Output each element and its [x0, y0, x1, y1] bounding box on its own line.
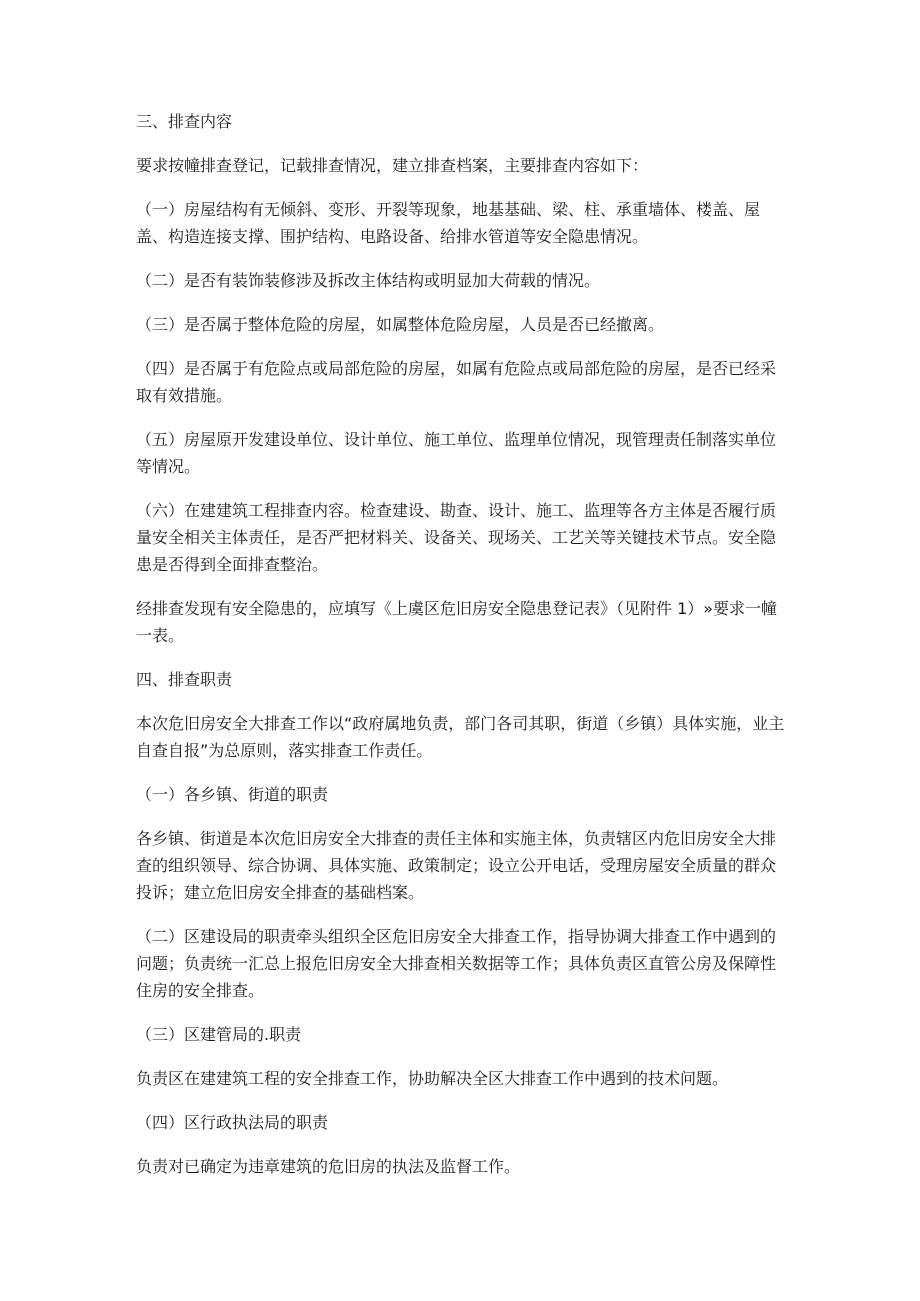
- paragraph: （二）区建设局的职责牵头组织全区危旧房安全大排查工作，指导协调大排查工作中遇到的问题；负责统一汇总上报危旧房安全大排查相关数据等工作；具体负责区直管公房及保障性住房的安全排查。: [136, 927, 777, 1000]
- paragraph: 本次危旧房安全大排查工作以“政府属地负责，部门各司其职，街道（乡镇）具体实施，业主自查自报”为总原则，落实排查工作责任。: [136, 714, 785, 760]
- paragraph: （二）是否有装饰装修涉及拆改主体结构或明显加大荷载的情况。: [136, 271, 601, 290]
- paragraph: 负责区在建建筑工程的安全排查工作，协助解决全区大排查工作中遇到的技术问题。: [136, 1069, 729, 1088]
- paragraph: （六）在建建筑工程排查内容。检查建设、勘查、设计、施工、监理等各方主体是否履行质量安全相关主体责任，是否严把材料关、设备关、现场关、工艺关等关键技术节点。安全隐患是否得到全面排查整治。: [136, 501, 777, 574]
- paragraph: （一）房屋结构有无倾斜、变形、开裂等现象，地基基础、梁、柱、承重墙体、楼盖、屋盖、构造连接支撑、围护结构、电路设备、给排水管道等安全隐患情况。: [136, 200, 761, 246]
- subheading: （三）区建管局的.职责: [136, 1025, 302, 1044]
- paragraph: （五）房屋原开发建设单位、设计单位、施工单位、监理单位情况，现管理责任制落实单位等情况。: [136, 430, 777, 476]
- paragraph: （三）是否属于整体危险的房屋，如属整体危险房屋，人员是否已经撤离。: [136, 315, 665, 334]
- document-body: [136, 108, 786, 1197]
- subheading: （四）区行政执法局的职责: [136, 1113, 329, 1132]
- paragraph: 各乡镇、街道是本次危旧房安全大排查的责任主体和实施主体，负责辖区内危旧房安全大排查的组织领导、综合协调、具体实施、政策制定；设立公开电话，受理房屋安全质量的群众投诉；建立危旧房安全排查的基础档案。: [136, 829, 777, 902]
- paragraph: （四）是否属于有危险点或局部危险的房屋，如属有危险点或局部危险的房屋，是否已经采取有效措施。: [136, 359, 777, 405]
- section-heading-3: 三、排查内容: [136, 112, 233, 131]
- paragraph: 要求按幢排查登记，记载排查情况，建立排查档案，主要排查内容如下：: [136, 156, 649, 175]
- section-heading-4: 四、排查职责: [136, 670, 233, 689]
- paragraph: 负责对已确定为违章建筑的危旧房的执法及监督工作。: [136, 1157, 521, 1176]
- subheading: （一）各乡镇、街道的职责: [136, 785, 329, 804]
- paragraph: 经排查发现有安全隐患的，应填写《上虞区危旧房安全隐患登记表》（见附件 1）»要求一幢一表。: [136, 599, 778, 645]
